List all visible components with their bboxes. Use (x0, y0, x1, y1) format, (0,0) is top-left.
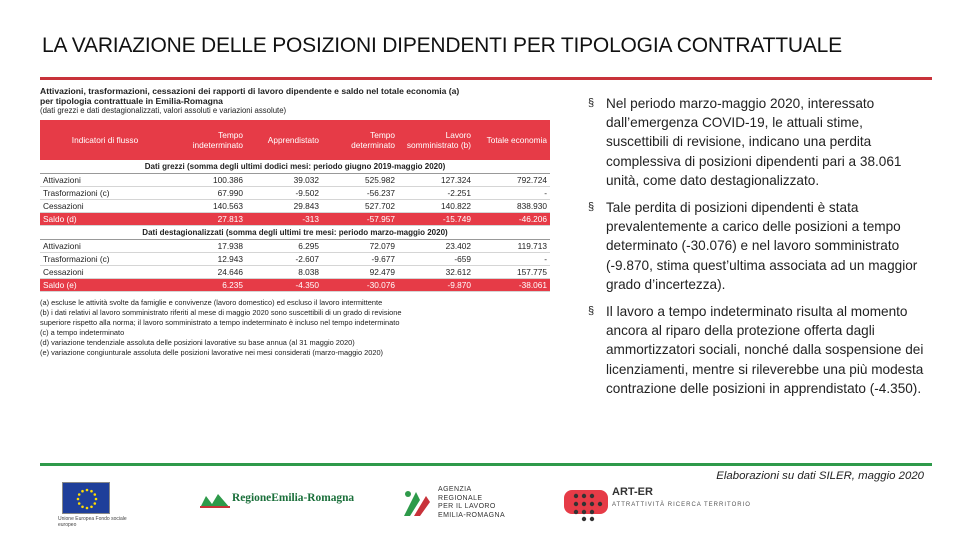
agenzia-text-line: AGENZIA (438, 486, 472, 493)
table-cell: - (474, 187, 550, 200)
source-credit: Elaborazioni su dati SILER, maggio 2020 (716, 470, 924, 482)
table-row (40, 200, 550, 213)
table-cell: 39.032 (246, 174, 322, 187)
agenzia-text-line: PER IL LAVORO (438, 503, 496, 511)
agenzia-lavoro-logo (400, 486, 434, 527)
column-header: Tempo determinato (322, 120, 398, 160)
table-cell: -2.251 (398, 187, 474, 200)
bullet-text: Il lavoro a tempo indeterminato risulta al momento ancora al riparo della protezione offerta dagli ammortizzatori sociali, nonché dalla sospensione dei licenziamenti, mentre si rileverebbe una più modesta contrazione delle posizioni in apprendistato (-4.350). (606, 304, 924, 396)
row-label: Cessazioni (40, 200, 170, 213)
table-row (40, 187, 550, 200)
table-row (40, 174, 550, 187)
table-heading-2: per tipologia contrattuale in Emilia-Romagna (40, 96, 223, 106)
table-cell: -46.206 (474, 213, 550, 226)
table-cell: 72.079 (322, 240, 398, 253)
bullet-item (588, 302, 928, 398)
table-cell: 838.930 (474, 200, 550, 213)
column-header: Indicatori di flusso (40, 120, 170, 160)
table-cell: 157.775 (474, 266, 550, 279)
bullet-item (588, 198, 928, 294)
agenzia-text-line: EMILIA-ROMAGNA (438, 511, 506, 519)
table-cell: 140.563 (170, 200, 246, 213)
raw-rows (40, 174, 550, 226)
section-title-seasonal: Dati destagionalizzati (somma degli ultimi tre mesi: periodo marzo-maggio 2020) (40, 226, 550, 240)
row-label: Trasformazioni (c) (40, 187, 170, 200)
table-cell: 525.982 (322, 174, 398, 187)
table-header-row (40, 120, 550, 160)
table-cell: 792.724 (474, 174, 550, 187)
table-cell: 119.713 (474, 240, 550, 253)
table-cell: 6.295 (246, 240, 322, 253)
table-heading-1: Attivazioni, trasformazioni, cessazioni dei rapporti di lavoro dipendente e saldo nel totale economia (a) (40, 86, 460, 96)
table-cell: 29.843 (246, 200, 322, 213)
note-line: (e) variazione congiunturale assoluta delle posizioni lavorative nei mesi considerati (marzo-maggio 2020) (40, 348, 384, 357)
table-cell: -57.957 (322, 213, 398, 226)
bullet-text: Tale perdita di posizioni dipendenti è stata prevalentemente a carico delle posizioni a tempo determinato (-30.076) e nel lavoro somministrato (-9.870, stima quest’ultima associata ad un maggior grado d’incertezza). (606, 200, 918, 292)
table-cell: -2.607 (246, 253, 322, 266)
column-header: Totale economia (474, 120, 550, 160)
eu-stars-icon (63, 483, 111, 515)
top-divider (40, 77, 932, 80)
table-cell: -15.749 (398, 213, 474, 226)
table-cell: 100.386 (170, 174, 246, 187)
table-row (40, 240, 550, 253)
table-cell: -30.076 (322, 279, 398, 292)
table-cell: -9.677 (322, 253, 398, 266)
table-cell: - (474, 253, 550, 266)
bullet-list (588, 94, 928, 406)
eu-caption: Unione Europea Fondo sociale europeo (58, 516, 127, 528)
row-label: Attivazioni (40, 174, 170, 187)
flow-table (40, 120, 550, 292)
section-title-raw: Dati grezzi (somma degli ultimi dodici mesi: periodo giugno 2019-maggio 2020) (40, 160, 550, 174)
seasonal-rows (40, 240, 550, 292)
table-cell: -38.061 (474, 279, 550, 292)
row-label: Attivazioni (40, 240, 170, 253)
flow-table-panel (40, 86, 550, 358)
table-cell: -659 (398, 253, 474, 266)
table-cell: 24.646 (170, 266, 246, 279)
table-cell: 12.943 (170, 253, 246, 266)
note-line: (c) a tempo indeterminato (40, 328, 125, 337)
table-cell: -313 (246, 213, 322, 226)
table-row (40, 253, 550, 266)
eu-flag-logo (62, 482, 110, 514)
arter-logo-text: ART-ER (612, 486, 653, 498)
arter-logo-subtext: ATTRATTIVITÀ RICERCA TERRITORIO (612, 502, 751, 508)
table-cell: 27.813 (170, 213, 246, 226)
arter-logo (564, 486, 608, 527)
note-line: (d) variazione tendenziale assoluta delle posizioni lavorative su base annua (al 31 maggio 2020) (40, 338, 355, 347)
table-subheading: (dati grezzi e dati destagionalizzati, valori assoluti e variazioni assolute) (40, 106, 287, 115)
row-label: Trasformazioni (c) (40, 253, 170, 266)
table-cell: -56.237 (322, 187, 398, 200)
table-cell: 32.612 (398, 266, 474, 279)
table-cell: 23.402 (398, 240, 474, 253)
page-title: LA VARIAZIONE DELLE POSIZIONI DIPENDENTI PER TIPOLOGIA CONTRATTUALE (42, 34, 842, 57)
agenzia-text-line: REGIONALE (438, 494, 483, 502)
regione-mark-icon (200, 494, 230, 513)
table-row (40, 279, 550, 292)
bullet-marker-icon: § (588, 97, 595, 109)
bullet-text: Nel periodo marzo-maggio 2020, interessato dall’emergenza COVID-19, le attuali stime, suscettibili di revisione, indicano una perdita complessiva di posizioni dipendenti pari a 38.061 unità, come dato destagionalizzato. (606, 96, 902, 188)
table-cell: -9.870 (398, 279, 474, 292)
bullet-marker-icon: § (588, 305, 595, 318)
bottom-divider (40, 463, 932, 466)
table-row (40, 266, 550, 279)
row-label: Saldo (d) (40, 213, 170, 226)
table-cell: 92.479 (322, 266, 398, 279)
table-cell: -4.350 (246, 279, 322, 292)
table-notes (40, 298, 550, 358)
note-line: (b) i dati relativi al lavoro somministrato riferiti al mese di maggio 2020 sono suscettibili di un grado di revisione (40, 308, 402, 317)
bullet-marker-icon: § (588, 201, 595, 214)
table-cell: 140.822 (398, 200, 474, 213)
table-cell: 527.702 (322, 200, 398, 213)
bullet-item (588, 94, 928, 190)
table-cell: 8.038 (246, 266, 322, 279)
note-line: (a) escluse le attività svolte da famiglie e convivenze (lavoro domestico) ed escluso il lavoro intermittente (40, 298, 383, 307)
note-line: superiore rispetto alla norma; il lavoro somministrato a tempo indeterminato è incluso nel tempo indeterminato (40, 318, 400, 327)
column-header: Lavoro somministrato (b) (398, 120, 474, 160)
regione-logo-text: RegioneEmilia-Romagna (232, 492, 355, 504)
table-cell: 17.938 (170, 240, 246, 253)
agenzia-logo-text (438, 486, 505, 520)
table-cell: 6.235 (170, 279, 246, 292)
table-cell: 67.990 (170, 187, 246, 200)
row-label: Cessazioni (40, 266, 170, 279)
row-label: Saldo (e) (40, 279, 170, 292)
table-cell: 127.324 (398, 174, 474, 187)
table-row (40, 213, 550, 226)
table-cell: -9.502 (246, 187, 322, 200)
column-header: Tempo indeterminato (170, 120, 246, 160)
column-header: Apprendistato (246, 120, 322, 160)
